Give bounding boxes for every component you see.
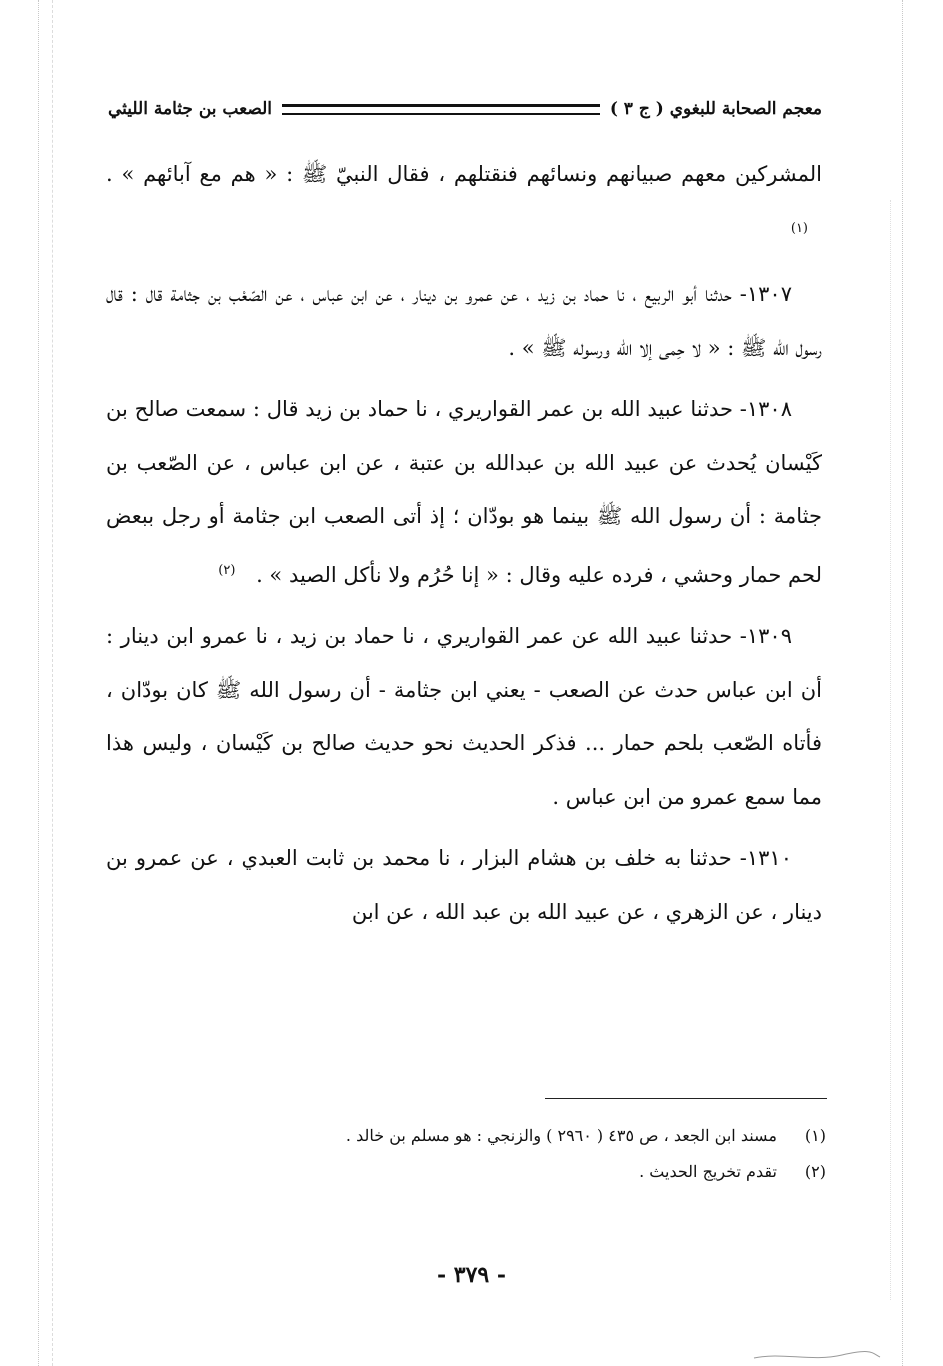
- paragraph-text: ١٣٠٨- حدثنا عبيد الله بن عمر القواريري ، نا حماد بن زيد قال : سمعت صالح بن كَيْسان يُحدث عن عبيد الله بن عبدالله بن عتبة ، عن ابن عباس ، عن الصّعب بن جثامة : أن رسول الله ﷺ بينما هو بودّان ؛ إذ أتى الصعب ابن جثامة أو رجل ببعض لحم حمار وحشي ، فرده عليه وقال : « إنا حُرُم ولا نأكل الصيد » .: [106, 397, 822, 587]
- hadith-1308: [106, 383, 822, 602]
- footnote-item: [200, 1118, 826, 1154]
- header-rule: [282, 104, 600, 115]
- page-number: - ٣٧٩ -: [436, 1262, 507, 1288]
- scan-margin-line: [902, 0, 903, 1366]
- hadith-1307: [106, 268, 822, 375]
- footnote-text: تقدم تخريج الحديث .: [639, 1162, 777, 1181]
- header-section-title: الصعب بن جثامة الليثي: [108, 99, 272, 119]
- hadith-1310: [106, 832, 822, 939]
- paragraph: [106, 148, 822, 260]
- scan-artifact: [752, 1350, 882, 1362]
- paragraph-text: ١٣١٠- حدثنا به خلف بن هشام البزار ، نا محمد بن ثابت العبدي ، عن عمرو بن دينار ، عن الزهري ، عن عبيد الله بن عبد الله ، عن ابن: [106, 846, 822, 924]
- footnote-reference: (١): [790, 220, 808, 236]
- paragraph-text: ١٣٠٧- حدثنا أبو الربيع ، نا حماد بن زيد ، عن عمرو بن دينار ، عن ابن عباس ، عن الصّعْب بن جثامة قال : قال رسول الله ﷺ : « لا حِمى إلا الله ورسوله ﷺ » .: [106, 282, 822, 360]
- scan-margin-line: [890, 200, 891, 1300]
- paragraph-text: ١٣٠٩- حدثنا عبيد الله عن عمر القواريري ، نا حماد بن زيد ، نا عمرو ابن دينار : أن ابن عباس حدث عن الصعب - يعني ابن جثامة - أن رسول الله ﷺ كان بودّان ، فأتاه الصّعب بلحم حمار ... فذكر الحديث نحو حديث صالح بن كَيْسان ، وليس هذا مما سمع عمرو من ابن عباس .: [106, 624, 822, 809]
- running-header: [108, 92, 822, 126]
- footnote-text: مسند ابن الجعد ، ص ٤٣٥ ( ٢٩٦٠ ) والزنجي : هو مسلم بن خالد .: [345, 1126, 777, 1145]
- footnote-number: (١): [804, 1126, 826, 1145]
- header-book-title: معجم الصحابة للبغوي ( ج ٣ ): [609, 99, 822, 119]
- footnote-separator: [545, 1098, 827, 1099]
- main-text: [106, 148, 822, 947]
- scan-margin-line: [38, 0, 39, 1366]
- paragraph-text: المشركين معهم صبيانهم ونسائهم فنقتلهم ، فقال النبيّ ﷺ : « هم مع آبائهم » .: [106, 162, 822, 186]
- footnote-reference: (٢): [218, 562, 236, 578]
- footnote-item: [200, 1154, 826, 1190]
- hadith-1309: [106, 610, 822, 824]
- scan-margin-line: [52, 0, 53, 1366]
- footnotes: [200, 1118, 826, 1190]
- footnote-number: (٢): [804, 1162, 826, 1181]
